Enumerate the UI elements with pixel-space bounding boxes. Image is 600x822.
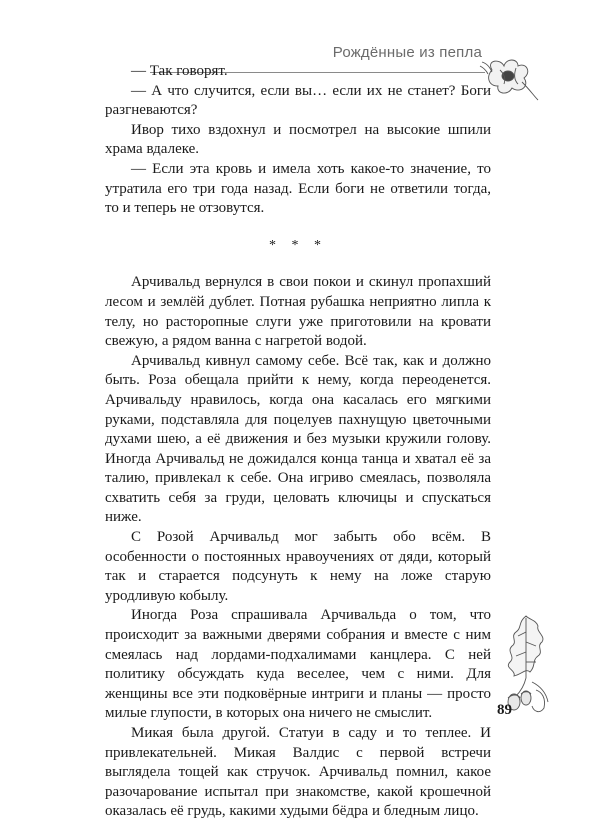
paragraph: — Если эта кровь и имела хоть какое-то значение, то утратила его три года назад. Если боги не ответили тогда, то и теперь не отзовутся. — [105, 160, 491, 217]
paragraph: Арчивальд кивнул самому себе. Всё так, как и должно быть. Роза обещала прийти к нему, когда переоденется. Арчивальду нравилось, когда она касалась его мягкими руками, подставляла для поцелуев пахнущую цветочными духами шею, а её движения и без музыки кружили голову. Иногда Арчивальд не дожидался конца танца и хватал её за талию, привлекал к себе. Она игриво смеялась, позволяла схватить себя за груди, целовать ключицы и спускаться ниже. — [105, 352, 491, 526]
section-separator: * * * — [269, 237, 327, 253]
body-text — [105, 62, 491, 822]
paragraph: — А что случится, если вы… если их не станет? Боги разгневаются? — [105, 82, 491, 119]
page-number: 89 — [497, 702, 512, 718]
running-title: Рождённые из пепла — [332, 44, 482, 61]
paragraph: Арчивальд вернулся в свои покои и скинул пропахший лесом и землёй дублет. Потная рубашка неприятно липла к телу, но расторопные слуги уже приготовили на кровати свежую, а рядом ванна с нагретой водой. — [105, 274, 491, 350]
paragraph: — Так говорят. — [131, 63, 228, 79]
paragraph: Ивор тихо вздохнул и посмотрел на высокие шпили храма вдалеке. — [105, 121, 491, 158]
paragraph: С Розой Арчивальд мог забыть обо всём. В особенности о постоянных нравоучениях от дяди, который так и старается подсунуть к нему на ложе старую уродливую кобылу. — [105, 529, 491, 604]
paragraph: Микая была другой. Статуи в саду и то теплее. И привлекательней. Микая Валдис с первой встречи выглядела тощей как стручок. Арчивальд помнил, какое разочарование испытал при знакомстве, какой крошечной оказалась её грудь, какими худыми бёдра и бледным лицо. — [105, 725, 491, 820]
paragraph: Иногда Роза спрашивала Арчивальда о том, что происходит за важными дверями собрания и вместе с ним смеялась над лордами-подхалимами канцлера. С ней политику обсуждать куда веселее, чем с ними. Для женщины все эти подковёрные интриги и планы — просто милые глупости, в которых она ничего не смыслит. — [105, 607, 491, 722]
